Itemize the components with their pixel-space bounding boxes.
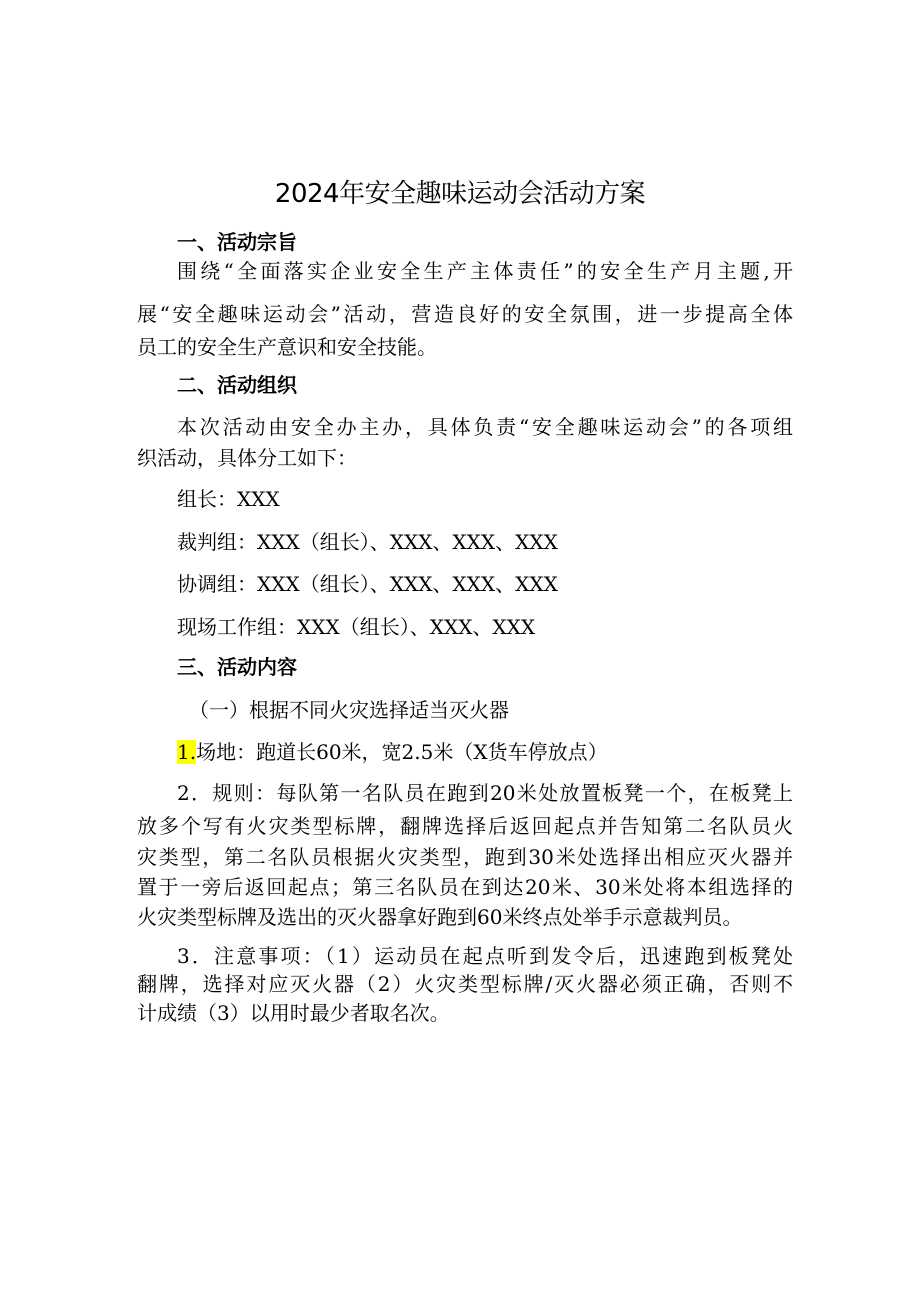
item-venue: 1.场地：跑道长60米，宽2.5米（X货车停放点）: [177, 740, 608, 764]
team-line-coordination: 协调组：XXX（组长）、XXX、XXX、XXX: [177, 572, 558, 596]
notes-line: 翻牌，选择对应灭火器（2）火灾类型标牌/灭火器必须正确，否则不: [137, 972, 793, 996]
team-line-leader: 组长：XXX: [177, 487, 280, 511]
highlight-mark: 1.: [177, 740, 197, 764]
team-line-onsite: 现场工作组：XXX（组长）、XXX、XXX: [177, 615, 536, 639]
subsection-heading: （一）根据不同火灾选择适当灭火器: [189, 698, 509, 722]
notes-line: 3．注意事项：（1）运动员在起点听到发令后，迅速跑到板凳处: [177, 944, 793, 968]
rules-line: 放多个写有火灾类型标牌，翻牌选择后返回起点并告知第二名队员火: [137, 814, 793, 838]
paragraph-line: 本次活动由安全办主办，具体负责“安全趣味运动会”的各项组: [177, 415, 793, 439]
paragraph-line: 围绕“全面落实企业安全生产主体责任”的安全生产月主题,开: [177, 259, 793, 283]
document-title: 2024年安全趣味运动会活动方案: [274, 179, 646, 209]
rules-line: 火灾类型标牌及选出的灭火器拿好跑到60米终点处举手示意裁判员。: [137, 905, 743, 929]
paragraph-line: 织活动，具体分工如下：: [137, 446, 357, 470]
rules-line: 置于一旁后返回起点；第三名队员在到达20米、30米处将本组选择的: [137, 875, 793, 899]
section-heading-organization: 二、活动组织: [177, 373, 297, 397]
notes-line: 计成绩（3）以用时最少者取名次。: [137, 1001, 450, 1025]
team-line-referee: 裁判组：XXX（组长）、XXX、XXX、XXX: [177, 530, 558, 554]
paragraph-line: 展“安全趣味运动会”活动，营造良好的安全氛围，进一步提高全体: [137, 302, 793, 326]
rules-line: 2．规则：每队第一名队员在跑到20米处放置板凳一个，在板凳上: [177, 781, 793, 805]
section-heading-content: 三、活动内容: [177, 655, 297, 679]
paragraph-line: 员工的安全生产意识和安全技能。: [137, 335, 437, 359]
rules-line: 灾类型，第二名队员根据火灾类型，跑到30米处选择出相应灭火器并: [137, 845, 793, 869]
section-heading-purpose: 一、活动宗旨: [177, 230, 297, 254]
